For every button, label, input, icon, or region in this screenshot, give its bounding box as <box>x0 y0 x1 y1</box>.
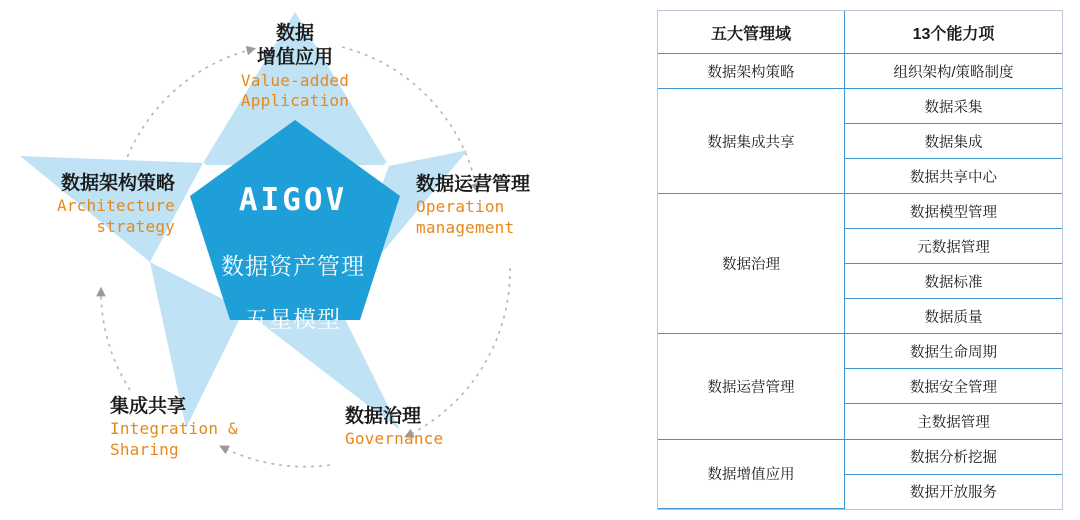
capability-cell: 组织架构/策略制度 <box>844 54 1062 89</box>
point-cn-line1: 集成共享 <box>110 396 187 417</box>
table-body <box>658 54 1062 509</box>
capability-cell: 数据共享中心 <box>844 159 1062 194</box>
capability-cell: 数据开放服务 <box>844 474 1062 508</box>
point-en-line1: Architecture <box>57 196 175 216</box>
capability-cell: 数据安全管理 <box>844 369 1062 404</box>
point-en-line1: Operation <box>416 197 505 217</box>
table-row <box>658 334 1062 369</box>
capability-cell: 数据集成 <box>844 124 1062 159</box>
core-label <box>178 182 408 334</box>
domain-cell: 数据运营管理 <box>658 334 844 439</box>
point-label-value-added-application <box>190 22 400 112</box>
capability-cell: 数据分析挖掘 <box>844 439 1062 474</box>
header-domain: 五大管理域 <box>658 11 844 54</box>
domain-cell: 数据治理 <box>658 194 844 334</box>
point-label-architecture-strategy <box>0 172 175 237</box>
domain-cell: 数据架构策略 <box>658 54 844 89</box>
point-en-line1: Integration & <box>110 419 238 439</box>
point-label-integration-sharing <box>110 395 330 460</box>
domain-cell: 数据集成共享 <box>658 89 844 194</box>
point-en-line2: Application <box>240 91 350 111</box>
table-row <box>658 54 1062 89</box>
point-en-line1: Value-added <box>240 70 350 90</box>
domain-cell: 数据增值应用 <box>658 439 844 508</box>
point-cn-line1: 数据治理 <box>345 406 422 427</box>
capability-cell: 数据模型管理 <box>844 194 1062 229</box>
core-subtitle-1: 数据资产管理 <box>221 253 365 279</box>
table-row <box>658 439 1062 474</box>
capability-cell: 数据生命周期 <box>844 334 1062 369</box>
capability-cell: 主数据管理 <box>844 404 1062 439</box>
point-label-operation-management <box>416 173 606 238</box>
point-en-line2: Sharing <box>110 439 179 459</box>
point-cn-line1: 数据架构策略 <box>60 173 175 194</box>
core-title: AIGOV <box>238 182 348 218</box>
capability-cell: 元数据管理 <box>844 229 1062 264</box>
point-en-line1: Governance <box>345 429 444 449</box>
capability-cell: 数据标准 <box>844 264 1062 299</box>
capability-cell: 数据质量 <box>844 299 1062 334</box>
point-en-line2: management <box>416 217 515 237</box>
point-label-governance <box>345 405 545 450</box>
table-header-row <box>658 11 1062 54</box>
point-cn-line1: 数据 <box>275 23 314 44</box>
table-row <box>658 89 1062 124</box>
capability-table <box>657 10 1063 510</box>
table-row <box>658 194 1062 229</box>
capability-cell: 数据采集 <box>844 89 1062 124</box>
point-cn-line2: 增值应用 <box>256 47 333 69</box>
core-subtitle-2: 五星模型 <box>245 306 341 332</box>
point-cn-line1: 数据运营管理 <box>416 174 531 195</box>
header-capability: 13个能力项 <box>844 11 1062 54</box>
point-en-line2: strategy <box>96 216 175 236</box>
